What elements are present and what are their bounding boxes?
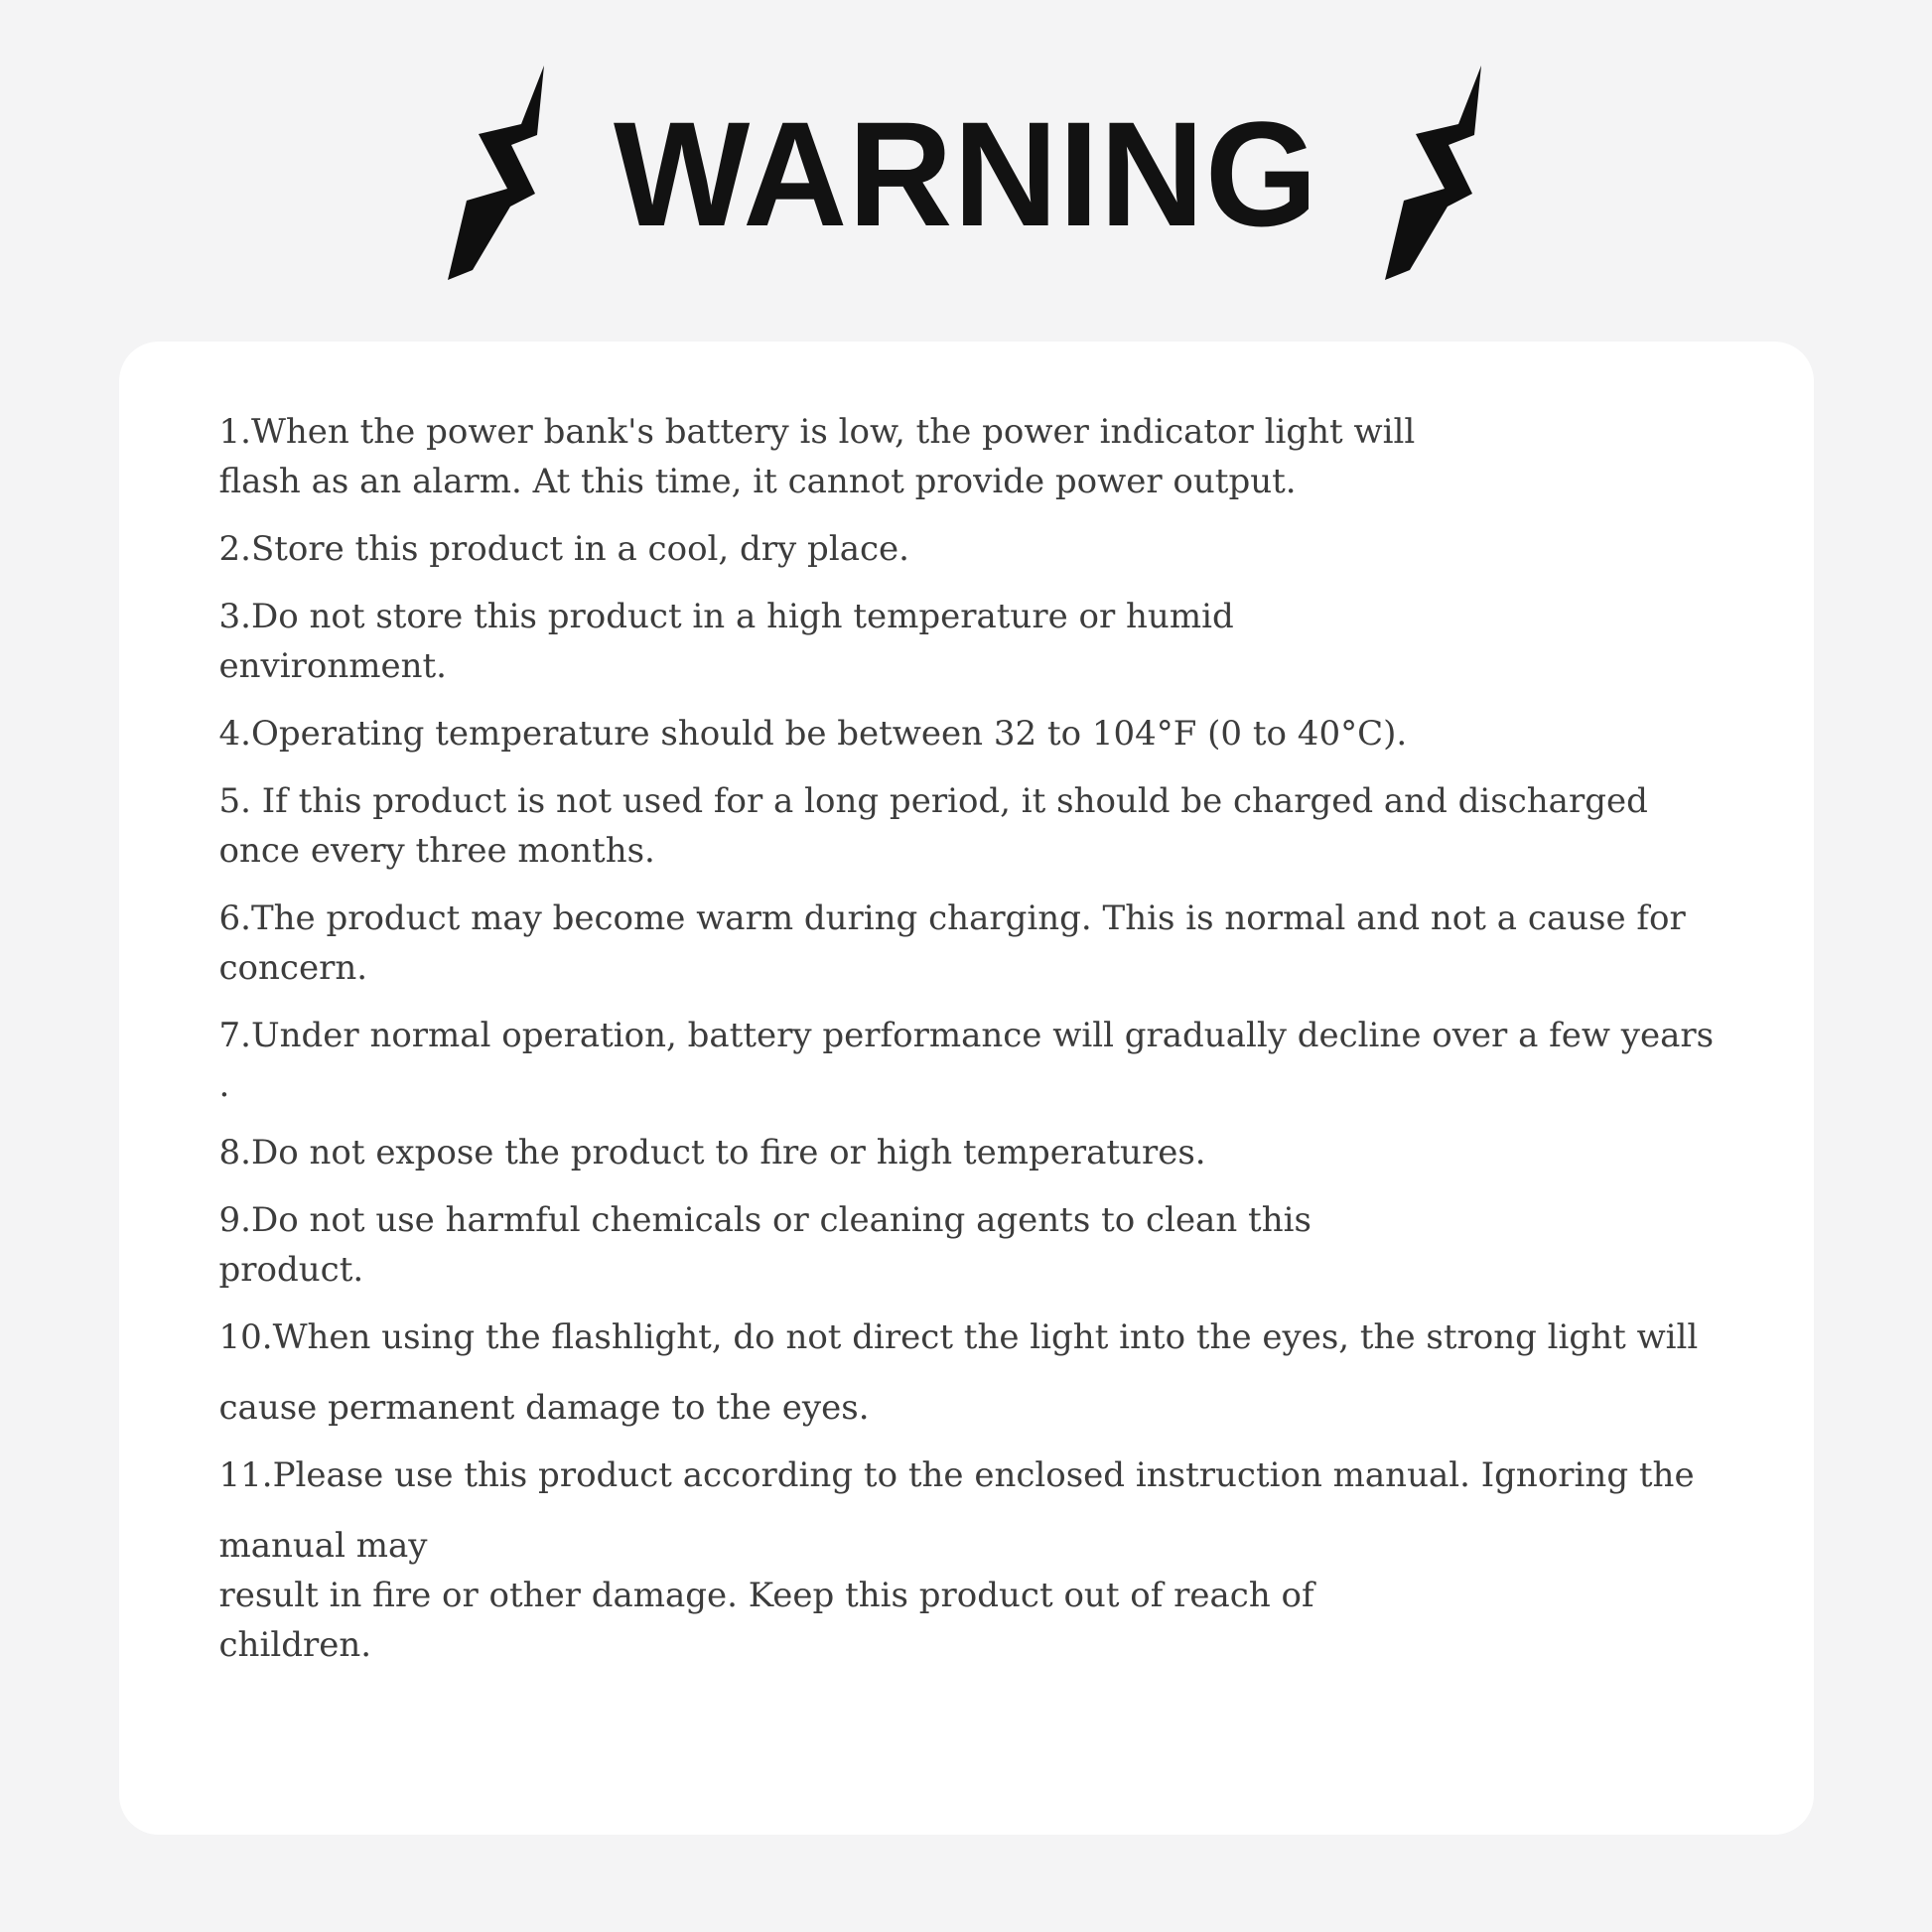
warning-item-line: 6.The product may become warm during charging. This is normal and not a cause for	[218, 898, 1686, 938]
warning-item-line: 8.Do not expose the product to fire or high temperatures.	[218, 1133, 1206, 1173]
warning-item-line: 2.Store this product in a cool, dry place.	[218, 529, 909, 569]
page-title: WARNING	[613, 90, 1318, 257]
warning-item-line: manual may	[218, 1526, 428, 1566]
warning-item-line: result in fire or other damage. Keep this product out of reach of	[218, 1576, 1314, 1615]
warning-item-9	[219, 1195, 1720, 1295]
warning-item-line: 3.Do not store this product in a high temperature or humid	[218, 597, 1234, 636]
warning-item-line: 5. If this product is not used for a long period, it should be charged and discharged	[218, 781, 1648, 821]
warning-item-1	[219, 407, 1720, 506]
lightning-bolt-icon	[448, 66, 547, 282]
warning-item-line: children.	[218, 1625, 372, 1665]
warning-item-line: 11.Please use this product according to the enclosed instruction manual. Ignoring the	[218, 1455, 1695, 1495]
warning-item-line: 7.Under normal operation, battery performance will gradually decline over a few years	[218, 1016, 1715, 1055]
warning-item-line: .	[218, 1065, 230, 1105]
warning-card	[119, 342, 1814, 1835]
warning-item-6	[219, 894, 1720, 993]
warning-item-11	[219, 1450, 1720, 1670]
warning-header	[0, 0, 1932, 342]
warning-item-line: once every three months.	[218, 831, 655, 871]
warning-item-line: 9.Do not use harmful chemicals or cleaning agents to clean this	[218, 1200, 1311, 1240]
warning-item-line: cause permanent damage to the eyes.	[218, 1388, 870, 1428]
warning-item-line: product.	[218, 1250, 364, 1290]
warning-item-line: 10.When using the flashlight, do not direct the light into the eyes, the strong light will	[218, 1317, 1699, 1357]
warning-item-line: flash as an alarm. At this time, it cannot provide power output.	[218, 462, 1297, 501]
warning-item-10	[219, 1312, 1720, 1433]
warning-item-line: concern.	[218, 948, 368, 988]
warning-item-7	[219, 1011, 1720, 1110]
warning-item-line: 4.Operating temperature should be between 32 to 104°F (0 to 40°C).	[218, 714, 1408, 754]
lightning-bolt-icon	[1385, 66, 1484, 282]
warning-item-3	[219, 592, 1720, 691]
warning-item-5	[219, 776, 1720, 876]
warning-item-2	[219, 524, 1720, 574]
warning-item-line: 1.When the power bank's battery is low, the power indicator light will	[218, 412, 1416, 452]
warning-item-4	[219, 709, 1720, 759]
warning-item-8	[219, 1128, 1720, 1177]
warning-item-line: environment.	[218, 646, 447, 686]
